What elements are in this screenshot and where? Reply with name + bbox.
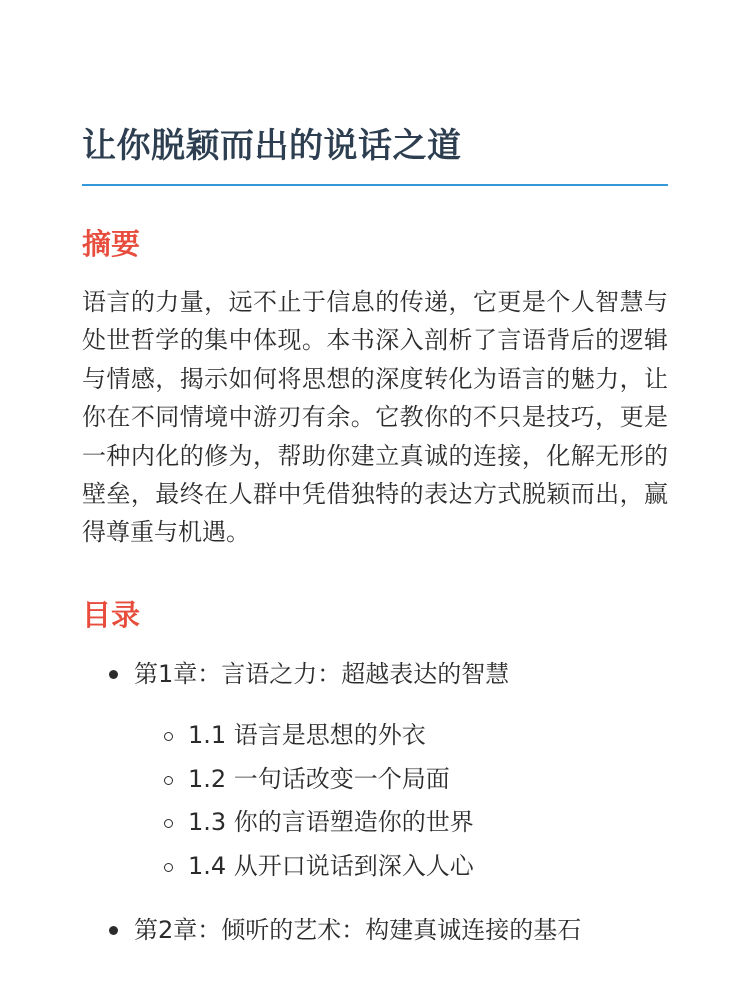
- section-label: 1.1 语言是思想的外衣: [188, 721, 426, 749]
- abstract-paragraph: 语言的力量，远不止于信息的传递，它更是个人智慧与处世哲学的集中体现。本书深入剖析了言语背后的逻辑与情感，揭示如何将思想的深度转化为语言的魅力，让你在不同情境中游刃有余。它教你的不只是技巧，更是一种内化的修为，帮助你建立真诚的连接，化解无形的壁垒，最终在人群中凭借独特的表达方式脱颖而出，赢得尊重与机遇。: [82, 288, 668, 547]
- section-label: 1.4 从开口说话到深入人心: [188, 851, 474, 880]
- toc-section-1-3: [134, 801, 668, 845]
- toc-section-1-1: [134, 714, 668, 758]
- document-title: 让你脱颖而出的说话之道: [82, 126, 462, 166]
- toc-chapter-2: [82, 910, 668, 950]
- toc-heading: 目录: [82, 598, 141, 632]
- title-divider: [82, 184, 668, 186]
- circle-bullet-icon: [164, 776, 173, 785]
- section-label: 1.3 你的言语塑造你的世界: [188, 808, 474, 836]
- circle-bullet-icon: [164, 732, 173, 741]
- table-of-contents: [82, 654, 668, 950]
- chapter-label: 第1章：言语之力：超越表达的智慧: [134, 660, 510, 688]
- toc-section-1-4: [134, 845, 668, 889]
- chapter-label: 第2章：倾听的艺术：构建真诚连接的基石: [134, 916, 582, 944]
- toc-chapter-1: [82, 654, 668, 888]
- circle-bullet-icon: [164, 819, 173, 828]
- chapter-1-sections: [134, 714, 668, 888]
- abstract-heading: 摘要: [82, 227, 141, 261]
- circle-bullet-icon: [164, 863, 173, 872]
- disc-bullet-icon: [109, 926, 118, 935]
- disc-bullet-icon: [109, 670, 118, 679]
- toc-section-1-2: [134, 758, 668, 802]
- section-label: 1.2 一句话改变一个局面: [188, 764, 450, 793]
